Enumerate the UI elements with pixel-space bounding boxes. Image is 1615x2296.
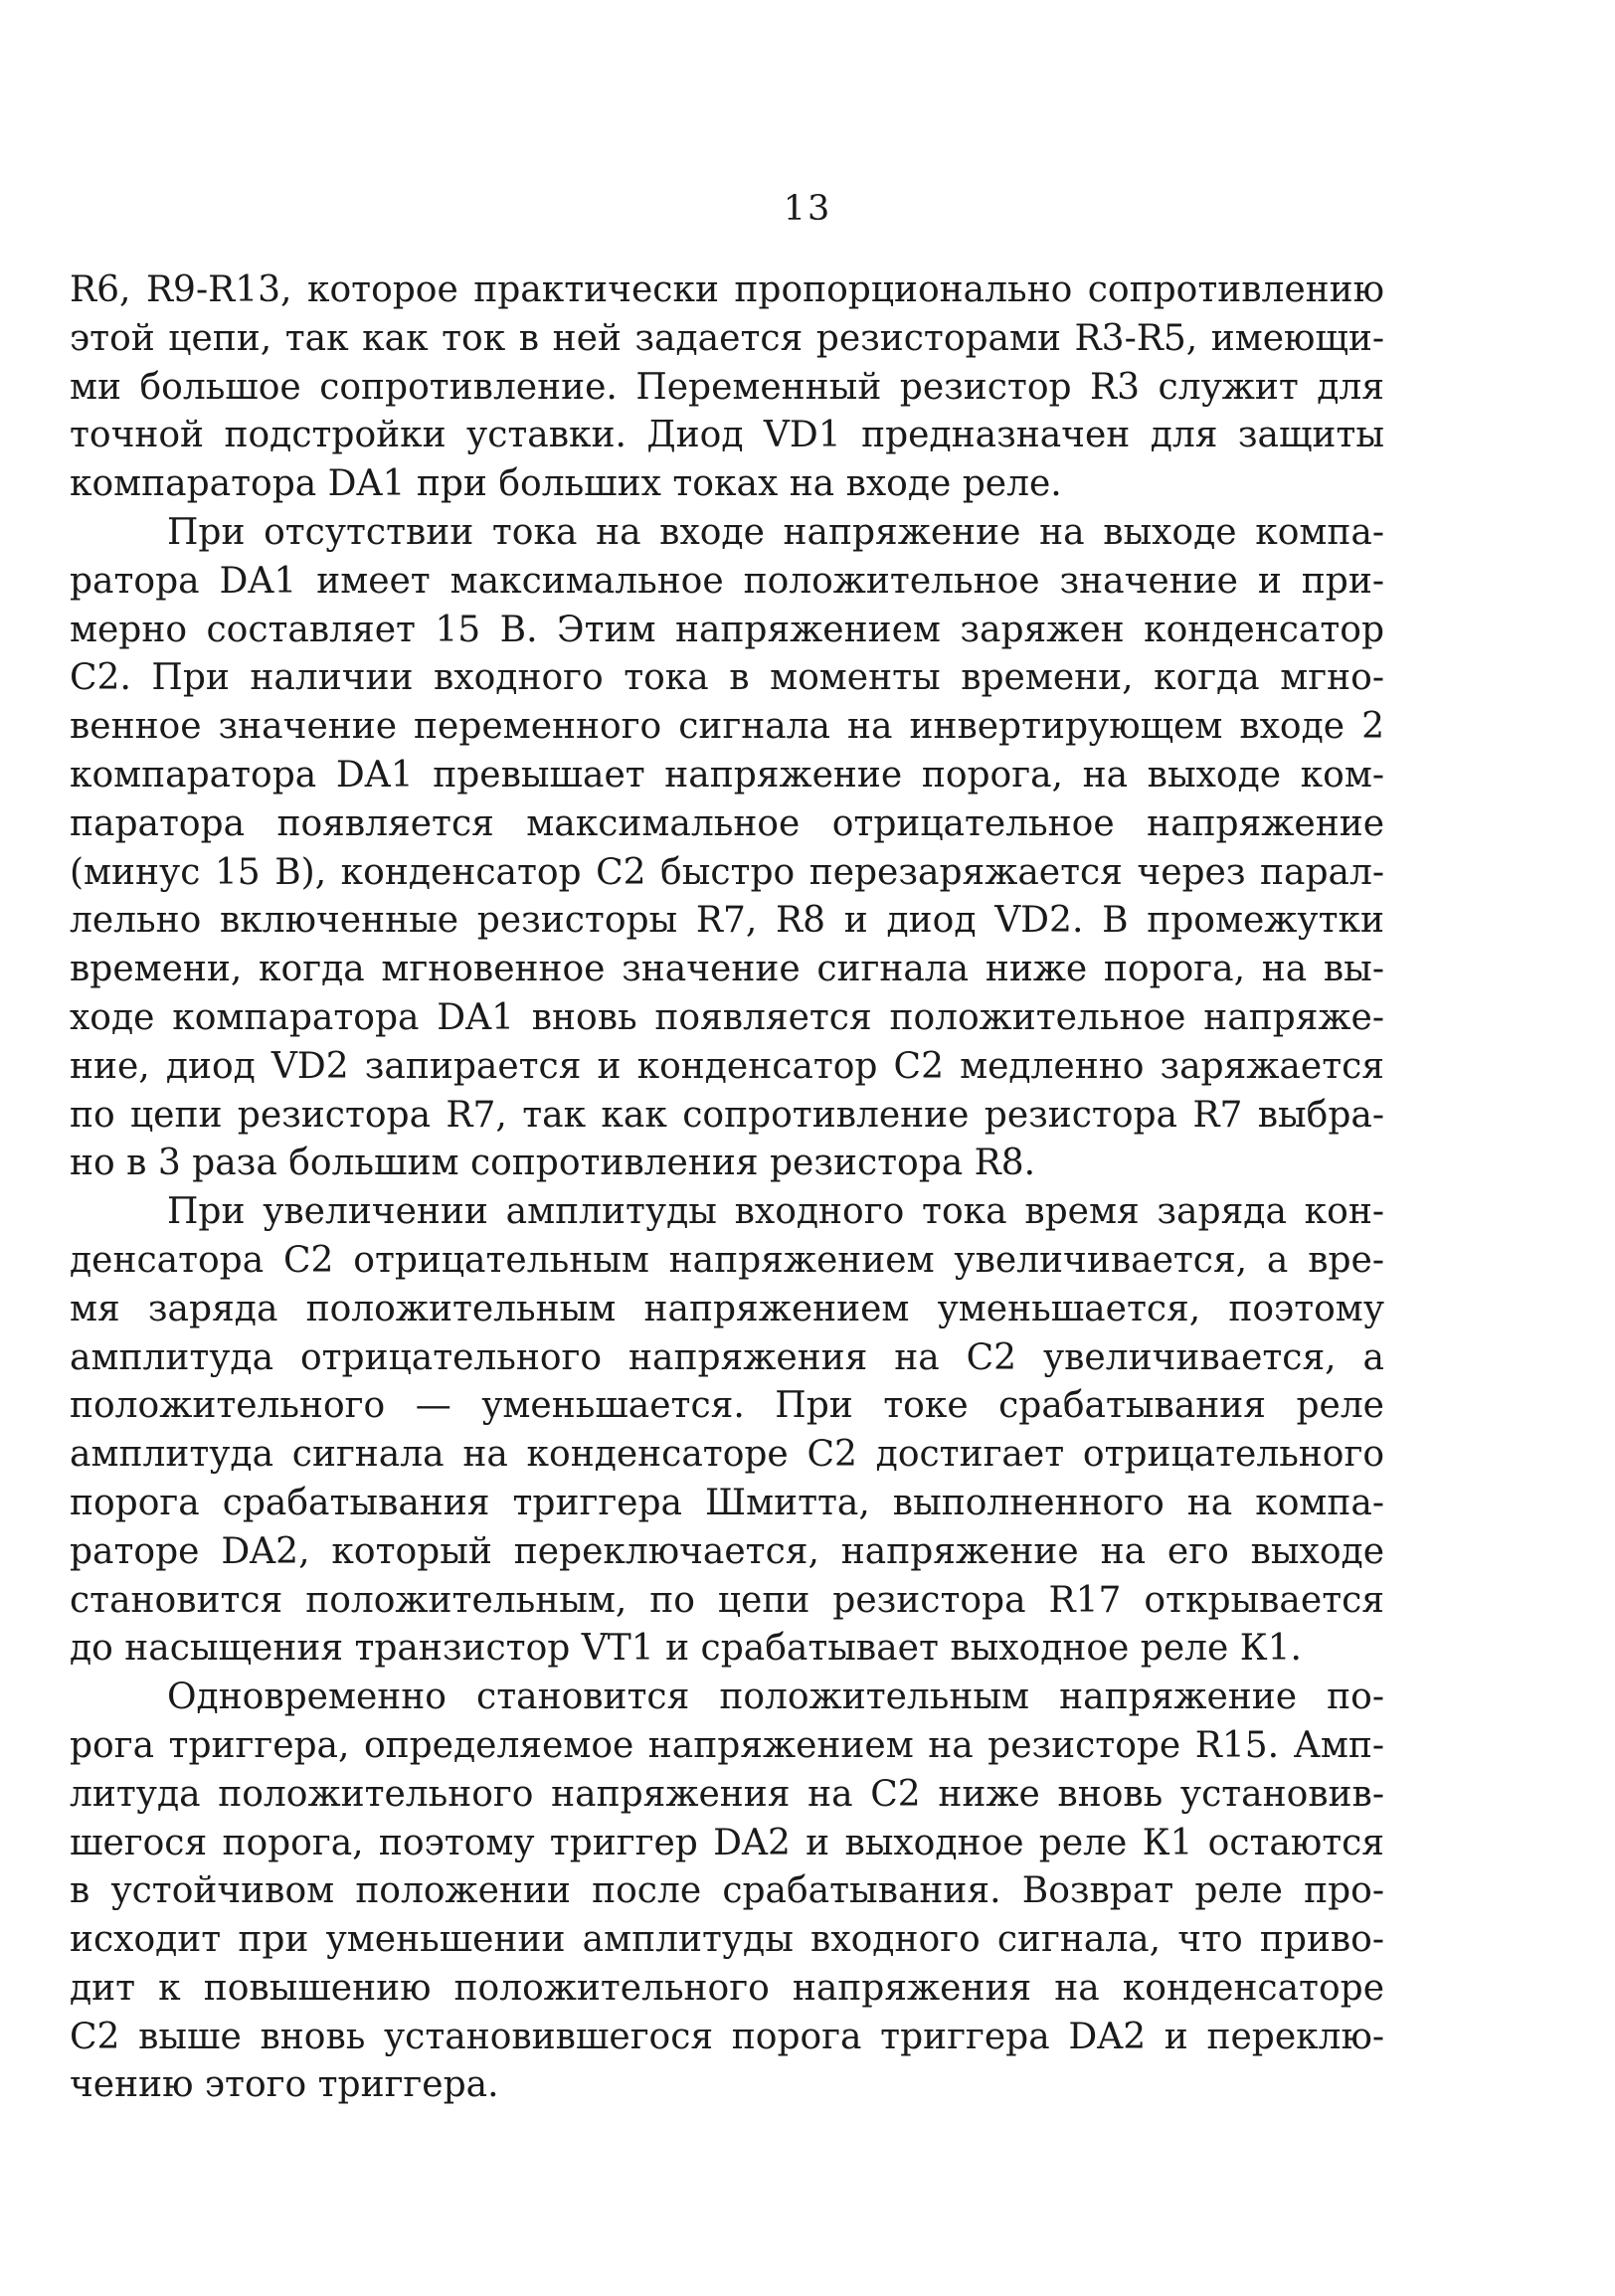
text-line: в устойчивом положении после срабатывания. Возврат реле про- — [70, 1870, 1384, 1912]
text-line: исходит при уменьшении амплитуды входного сигнала, что приво- — [70, 1919, 1384, 1961]
text-line: ние, диод VD2 запирается и конденсатор С2 медленно заряжается — [70, 1045, 1384, 1087]
paragraph — [70, 266, 1384, 509]
text-line: С2 выше вновь установившегося порога триггера DA2 и переклю- — [70, 2016, 1384, 2057]
text-line: до насыщения транзистор VT1 и срабатывает выходное реле К1. — [70, 1628, 1302, 1670]
text-line: литуда положительного напряжения на С2 ниже вновь установив- — [70, 1773, 1384, 1815]
text-line: лельно включенные резисторы R7, R8 и диод VD2. В промежутки — [70, 900, 1384, 942]
text-line: R6, R9-R13, которое практически пропорционально сопротивлению — [70, 269, 1384, 310]
text-line: венное значение переменного сигнала на инвертирующем входе 2 — [70, 706, 1384, 748]
text-line: мя заряда положительным напряжением уменьшается, поэтому — [70, 1288, 1384, 1329]
text-line: При отсутствии тока на входе напряжение на выходе компа- — [167, 511, 1384, 553]
text-line: мерно составляет 15 В. Этим напряжением заряжен конденсатор — [70, 609, 1384, 650]
text-line: рога триггера, определяемое напряжением на резисторе R15. Амп- — [70, 1724, 1384, 1766]
text-line: точной подстройки уставки. Диод VD1 предназначен для защиты — [70, 415, 1384, 456]
text-line: дит к повышению положительного напряжения на конденсаторе — [70, 1967, 1384, 2009]
text-line: При увеличении амплитуды входного тока время заряда кон- — [167, 1191, 1384, 1233]
page-number: 13 — [783, 189, 832, 229]
text-line: этой цепи, так как ток в ней задается резисторами R3-R5, имеющи- — [70, 317, 1384, 359]
text-line: амплитуда сигнала на конденсаторе С2 достигает отрицательного — [70, 1434, 1384, 1476]
text-line: но в 3 раза большим сопротивления резистора R8. — [70, 1143, 1036, 1184]
text-line: времени, когда мгновенное значение сигнала ниже порога, на вы- — [70, 949, 1384, 990]
text-line: Одновременно становится положительным напряжение по- — [167, 1677, 1384, 1718]
text-line: положительного — уменьшается. При токе срабатывания реле — [70, 1385, 1384, 1427]
text-line: становится положительным, по цепи резистора R17 открывается — [70, 1579, 1384, 1621]
text-line: ми большое сопротивление. Переменный резистор R3 служит для — [70, 366, 1384, 408]
text-line: С2. При наличии входного тока в моменты времени, когда мгно- — [70, 657, 1384, 699]
text-line: по цепи резистора R7, так как сопротивление резистора R7 выбра- — [70, 1094, 1384, 1136]
text-line: ратора DA1 имеет максимальное положительное значение и при- — [70, 560, 1384, 602]
text-line: компаратора DA1 при больших токах на входе реле. — [70, 463, 1062, 505]
text-line: раторе DA2, который переключается, напряжение на его выходе — [70, 1530, 1384, 1572]
body-text — [70, 266, 1384, 2110]
text-line: (минус 15 В), конденсатор С2 быстро перезаряжается через парал- — [70, 851, 1384, 893]
text-line: компаратора DA1 превышает напряжение порога, на выходе ком- — [70, 754, 1384, 795]
paragraph — [70, 1674, 1384, 2110]
text-line: амплитуда отрицательного напряжения на С2 увеличивается, а — [70, 1336, 1384, 1378]
text-line: денсатора С2 отрицательным напряжением увеличивается, а вре- — [70, 1239, 1384, 1281]
text-line: порога срабатывания триггера Шмитта, выполненного на компа- — [70, 1482, 1384, 1523]
paragraph — [70, 509, 1384, 1188]
text-line: чению этого триггера. — [70, 2064, 499, 2106]
text-line: паратора появляется максимальное отрицательное напряжение — [70, 802, 1384, 844]
text-line: шегося порога, поэтому триггер DA2 и выходное реле К1 остаются — [70, 1822, 1384, 1863]
paragraph — [70, 1188, 1384, 1674]
text-line: ходе компаратора DA1 вновь появляется положительное напряже- — [70, 996, 1384, 1038]
